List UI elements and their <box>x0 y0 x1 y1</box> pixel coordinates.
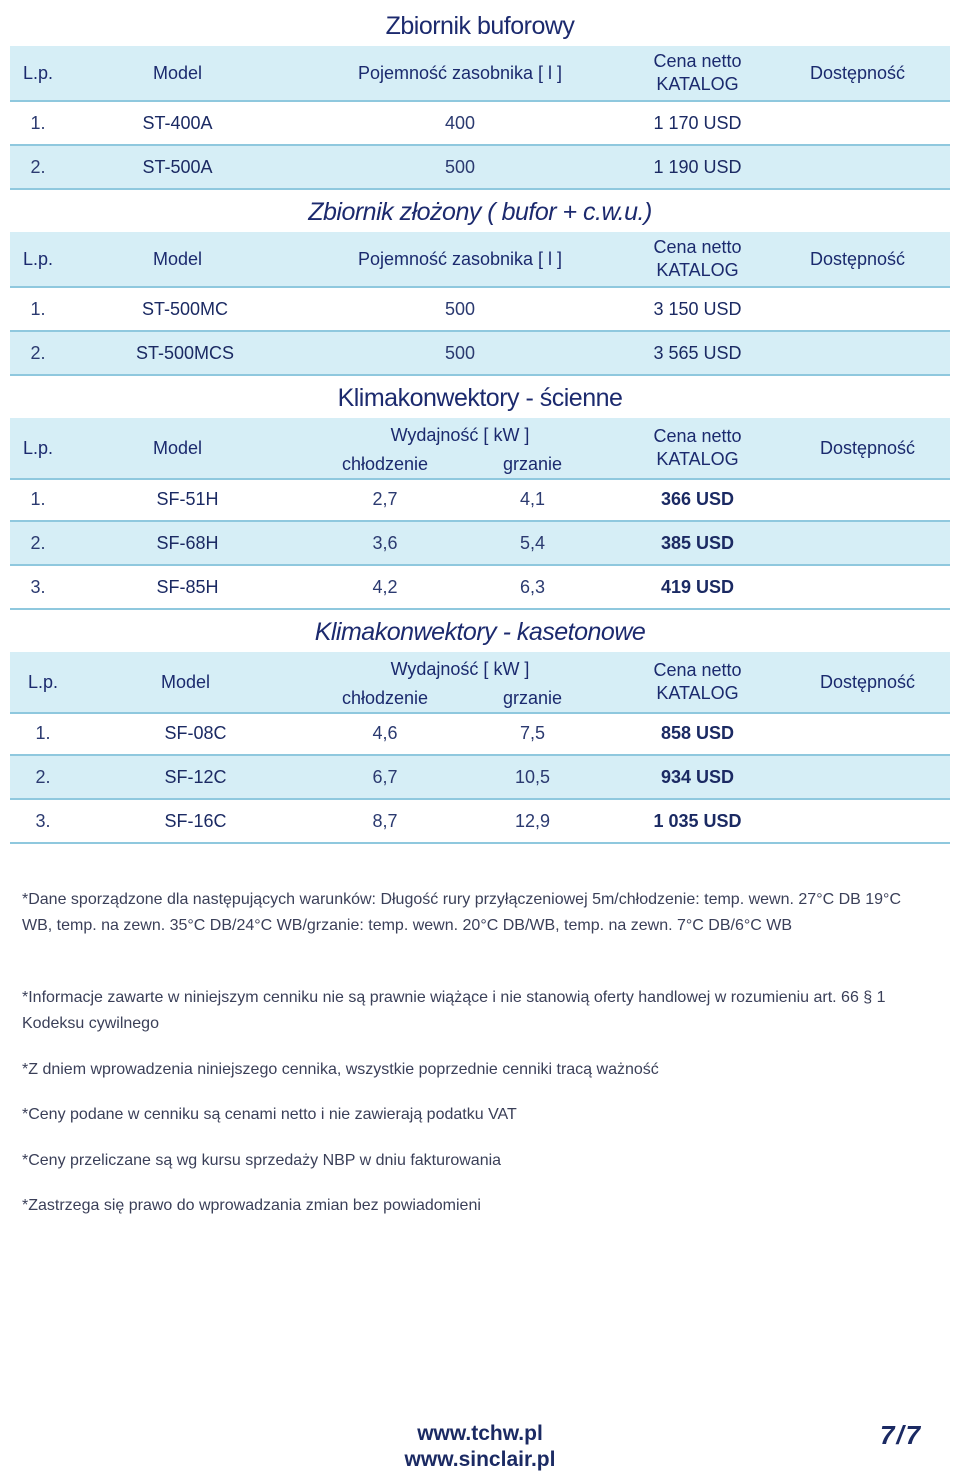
cell-lp: 2. <box>30 156 46 177</box>
cell-model: SF-85H <box>156 576 219 597</box>
footer-link-tchw[interactable]: www.tchw.pl <box>417 1422 543 1445</box>
col-lp: L.p. <box>22 437 54 458</box>
cell-cooling: 6,7 <box>372 766 398 787</box>
section-title-wall: Klimakonwektory - ścienne <box>337 384 623 412</box>
cell-heating: 4,1 <box>519 488 546 509</box>
col-capacity: Wydajność [ kW ] <box>390 658 530 679</box>
cell-lp: 3. <box>35 810 51 831</box>
table-row <box>10 288 950 332</box>
table-header <box>10 46 950 102</box>
cell-model: SF-08C <box>164 722 227 743</box>
col-price <box>620 232 775 286</box>
col-price-line2: KATALOG <box>656 683 739 703</box>
col-lp: L.p. <box>22 62 54 83</box>
note-validity: *Z dniem wprowadzenia niniejszego cennika, wszystkie poprzednie cenniki tracą ważność <box>22 1061 659 1078</box>
cell-model: ST-500MC <box>141 298 229 319</box>
col-heating: grzanie <box>502 687 563 708</box>
cell-model: SF-51H <box>156 488 219 509</box>
note-changes: *Zastrzega się prawo do wprowadzania zmian bez powiadomieni <box>22 1197 481 1214</box>
cell-model: SF-16C <box>164 810 227 831</box>
col-heating: grzanie <box>502 453 563 474</box>
note-vat: *Ceny podane w cenniku są cenami netto i nie zawierają podatku VAT <box>22 1106 517 1123</box>
cell-model: ST-500A <box>142 156 213 177</box>
cell-heating: 5,4 <box>519 532 546 553</box>
cell-price: 858 USD <box>660 722 735 743</box>
cell-lp: 2. <box>35 766 51 787</box>
cell-lp: 1. <box>35 722 51 743</box>
col-price-line2: KATALOG <box>656 74 739 94</box>
cell-price: 419 USD <box>660 576 735 597</box>
cell-heating: 10,5 <box>514 766 551 787</box>
cell-cooling: 4,6 <box>372 722 398 743</box>
col-lp: L.p. <box>27 671 59 692</box>
col-capacity: Pojemność zasobnika [ l ] <box>357 248 563 269</box>
col-price-line2: KATALOG <box>656 449 739 469</box>
cell-lp: 2. <box>30 342 46 363</box>
table-row <box>10 146 950 190</box>
table-row <box>10 712 950 756</box>
col-price <box>620 652 775 712</box>
table-header <box>10 232 950 288</box>
note-legal: *Informacje zawarte w niniejszym cenniku nie są prawnie wiążące i nie stanowią oferty handlowej w rozumieniu art. 66 § 1 Kodeksu cywilnego <box>22 989 886 1032</box>
cell-lp: 2. <box>30 532 46 553</box>
cell-model: SF-12C <box>164 766 227 787</box>
cell-cooling: 4,2 <box>372 576 398 597</box>
col-price <box>620 46 775 100</box>
cell-price: 385 USD <box>660 532 735 553</box>
table-row <box>10 800 950 844</box>
col-cooling: chłodzenie <box>341 687 429 708</box>
col-price-line1: Cena netto <box>653 237 742 257</box>
table-row <box>10 332 950 376</box>
col-capacity: Wydajność [ kW ] <box>390 424 530 445</box>
table-header <box>10 652 950 714</box>
cell-price: 3 150 USD <box>653 298 742 319</box>
note-exchange: *Ceny przeliczane są wg kursu sprzedaży NBP w dniu fakturowania <box>22 1152 502 1169</box>
note-conditions: *Dane sporządzone dla następujących warunków: Długość rury przyłączeniowej 5m/chłodzenie: temp. wewn. 27°C DB 19°C WB, temp. na zewn. 35°C DB/24°C WB/grzanie: temp. wewn. 20°C DB/WB, temp. na zewn. 7°C DB/6°C WB <box>22 891 902 934</box>
table-row <box>10 756 950 800</box>
cell-heating: 12,9 <box>514 810 551 831</box>
cell-cooling: 2,7 <box>372 488 398 509</box>
cell-lp: 1. <box>30 112 46 133</box>
page-number: 7/7 <box>880 1420 923 1450</box>
section-title-combined: Zbiornik złożony ( bufor + c.w.u.) <box>308 198 652 226</box>
col-lp: L.p. <box>22 248 54 269</box>
cell-price: 1 170 USD <box>653 112 742 133</box>
col-price-line1: Cena netto <box>653 51 742 71</box>
cell-model: SF-68H <box>156 532 219 553</box>
col-price-line2: KATALOG <box>656 260 739 280</box>
cell-price: 3 565 USD <box>653 342 742 363</box>
footer-link-sinclair[interactable]: www.sinclair.pl <box>404 1448 556 1471</box>
table-row <box>10 522 950 566</box>
col-price <box>620 418 775 478</box>
cell-heating: 7,5 <box>519 722 546 743</box>
col-model: Model <box>152 248 203 269</box>
table-header <box>10 418 950 480</box>
cell-cooling: 8,7 <box>372 810 398 831</box>
col-model: Model <box>152 62 203 83</box>
col-cooling: chłodzenie <box>341 453 429 474</box>
cell-capacity: 500 <box>444 342 476 363</box>
cell-capacity: 500 <box>444 298 476 319</box>
cell-lp: 1. <box>30 298 46 319</box>
cell-model: ST-400A <box>142 112 213 133</box>
col-price-line1: Cena netto <box>653 660 742 680</box>
cell-price: 366 USD <box>660 488 735 509</box>
col-availability: Dostępność <box>819 671 916 692</box>
table-row <box>10 566 950 610</box>
col-availability: Dostępność <box>809 248 906 269</box>
section-title-cassette: Klimakonwektory - kasetonowe <box>314 618 646 646</box>
cell-price: 1 035 USD <box>653 810 742 831</box>
cell-price: 1 190 USD <box>653 156 742 177</box>
col-availability: Dostępność <box>809 62 906 83</box>
cell-model: ST-500MCS <box>135 342 235 363</box>
col-model: Model <box>160 671 211 692</box>
cell-price: 934 USD <box>660 766 735 787</box>
cell-capacity: 400 <box>444 112 476 133</box>
col-availability: Dostępność <box>819 437 916 458</box>
cell-lp: 1. <box>30 488 46 509</box>
section-title-buffer: Zbiornik buforowy <box>385 12 575 40</box>
col-model: Model <box>152 437 203 458</box>
col-capacity: Pojemność zasobnika [ l ] <box>357 62 563 83</box>
cell-cooling: 3,6 <box>372 532 398 553</box>
table-row <box>10 102 950 146</box>
cell-lp: 3. <box>30 576 46 597</box>
cell-capacity: 500 <box>444 156 476 177</box>
col-price-line1: Cena netto <box>653 426 742 446</box>
cell-heating: 6,3 <box>519 576 546 597</box>
table-row <box>10 478 950 522</box>
